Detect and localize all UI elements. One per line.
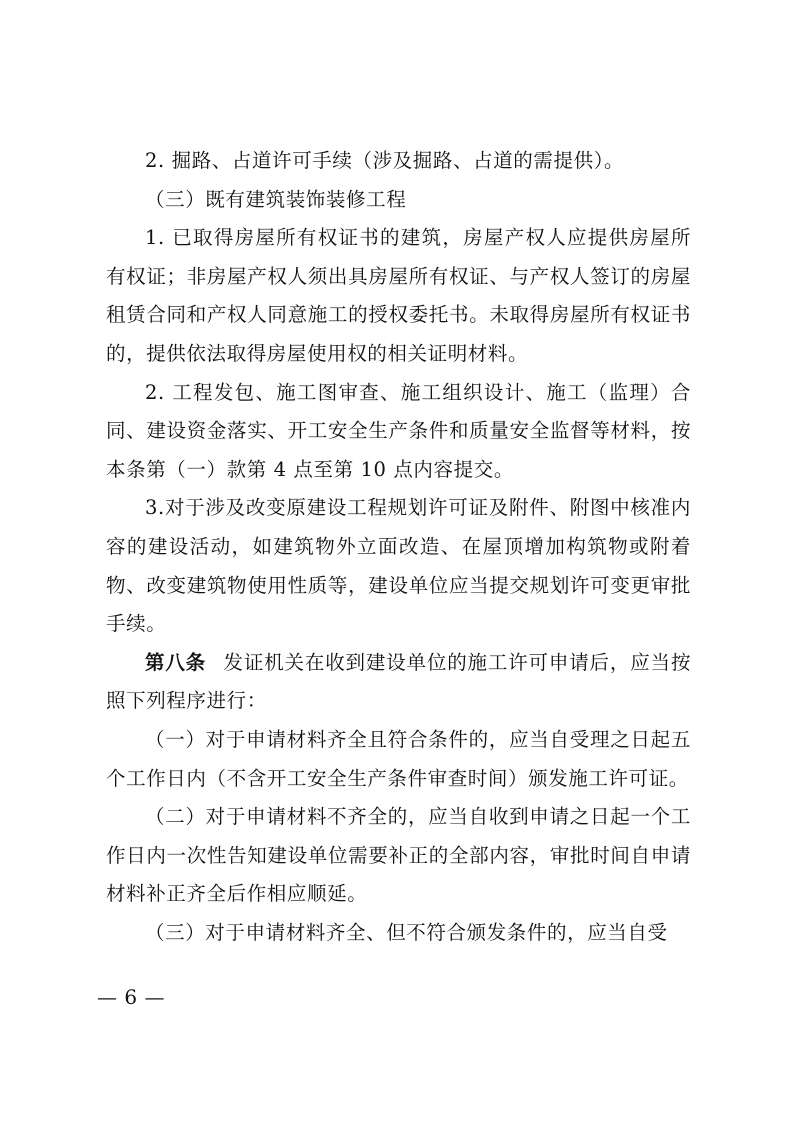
- paragraph-item-2-materials: [106, 374, 691, 490]
- paragraph-text: （一）对于申请材料齐全且符合条件的，应当自受理之日起五个工作日内（不含开工安全生产条件审查时间）颁发施工许可证。: [106, 727, 691, 790]
- paragraph-text: 发证机关在收到建设单位的施工许可申请后，应当按照下列程序进行：: [106, 650, 691, 713]
- paragraph-procedure-2: [106, 798, 691, 914]
- paragraph-item-3-planning: [106, 489, 691, 643]
- article-heading: 第八条: [145, 650, 206, 674]
- paragraph-item-2-permit: [106, 142, 691, 181]
- paragraph-text: （三）对于申请材料齐全、但不符合颁发条件的，应当自受: [145, 920, 668, 944]
- document-body: [106, 142, 691, 952]
- section-heading-renovation: [106, 181, 691, 220]
- article-eight: [106, 644, 691, 721]
- paragraph-item-1-ownership: [106, 219, 691, 373]
- paragraph-text: 2. 掘路、占道许可手续（涉及掘路、占道的需提供）。: [145, 149, 625, 172]
- paragraph-text: 1. 已取得房屋所有权证书的建筑，房屋产权人应提供房屋所有权证；非房屋产权人须出具房屋所有权证、与产权人签订的房屋租赁合同和产权人同意施工的授权委托书。未取得房屋所有权证书的，提供依法取得房屋使用权的相关证明材料。: [106, 226, 691, 365]
- paragraph-procedure-3: [106, 914, 691, 953]
- paragraph-text: （三）既有建筑装饰装修工程: [145, 187, 407, 211]
- paragraph-text: 3.对于涉及改变原建设工程规划许可证及附件、附图中核准内容的建设活动，如建筑物外立面改造、在屋顶增加构筑物或附着物、改变建筑物使用性质等，建设单位应当提交规划许可变更审批手续。: [106, 496, 691, 636]
- paragraph-text: （二）对于申请材料不齐全的，应当自收到申请之日起一个工作日内一次性告知建设单位需要补正的全部内容，审批时间自申请材料补正齐全后作相应顺延。: [106, 805, 691, 906]
- page-number: — 6 —: [97, 985, 165, 1009]
- paragraph-text: 2. 工程发包、施工图审查、施工组织设计、施工（监理）合同、建设资金落实、开工安全生产条件和质量安全监督等材料，按本条第（一）款第 4 点至第 10 点内容提交。: [106, 380, 691, 481]
- paragraph-procedure-1: [106, 721, 691, 798]
